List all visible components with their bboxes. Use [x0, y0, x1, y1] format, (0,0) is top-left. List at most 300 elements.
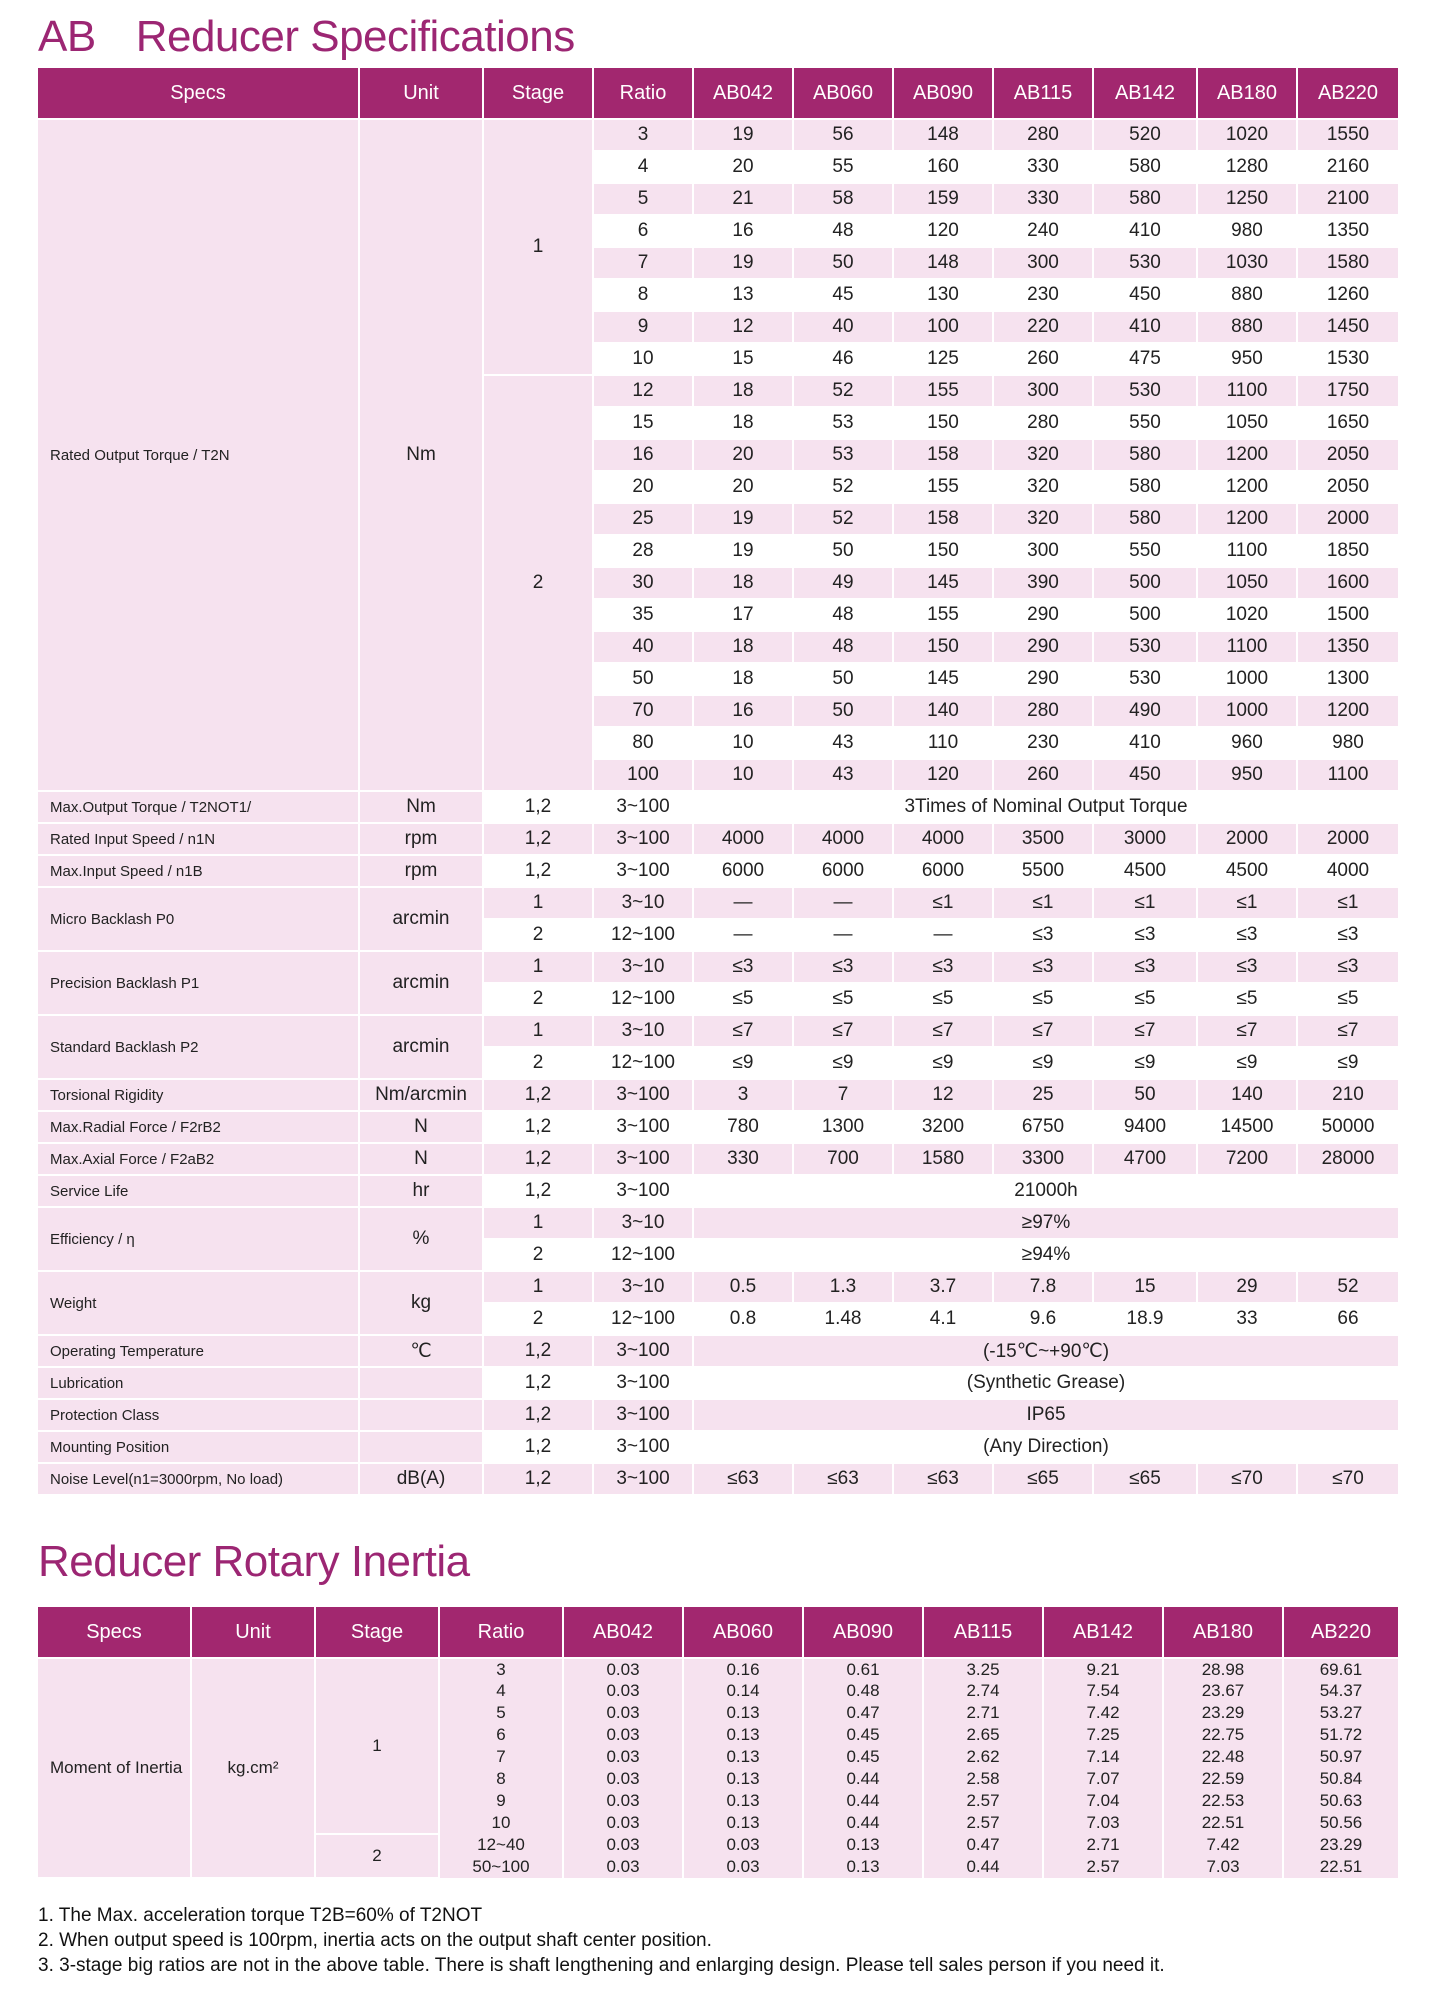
value-cell: ≤5: [893, 983, 993, 1015]
value-cell: 550: [1093, 535, 1197, 567]
ratio-cell: 12~40: [439, 1834, 563, 1856]
value-cell: 28000: [1297, 1143, 1399, 1175]
value-cell: 0.45: [803, 1746, 923, 1768]
value-cell: 14500: [1197, 1111, 1297, 1143]
value-cell: ≤5: [1093, 983, 1197, 1015]
spec-header-row: [37, 67, 1399, 119]
value-cell: 2050: [1297, 439, 1399, 471]
value-cell: 980: [1197, 215, 1297, 247]
ratio-cell: 3~100: [593, 1431, 693, 1463]
stage-cell: 1,2: [483, 1367, 593, 1399]
header-cell: AB042: [563, 1606, 683, 1658]
value-cell: 46: [793, 343, 893, 375]
value-cell: 56: [793, 119, 893, 151]
stage-cell: 1,2: [483, 823, 593, 855]
stage-cell: 2: [483, 983, 593, 1015]
value-cell: 0.03: [563, 1746, 683, 1768]
value-cell: 2.71: [923, 1702, 1043, 1724]
header-cell: Specs: [37, 1606, 191, 1658]
value-cell: 22.51: [1163, 1812, 1283, 1834]
stage-cell: 1: [315, 1658, 439, 1834]
value-cell: 2.62: [923, 1746, 1043, 1768]
value-cell: 280: [993, 695, 1093, 727]
value-cell: 0.13: [803, 1834, 923, 1856]
table-row: [37, 1658, 1399, 1680]
ratio-cell: 8: [439, 1768, 563, 1790]
value-cell: 15: [693, 343, 793, 375]
ratio-cell: 70: [593, 695, 693, 727]
value-cell: 0.44: [923, 1856, 1043, 1878]
value-cell: 53.27: [1283, 1702, 1399, 1724]
value-cell: 18.9: [1093, 1303, 1197, 1335]
value-cell: ≤7: [793, 1015, 893, 1047]
value-cell: 66: [1297, 1303, 1399, 1335]
stage-cell: 1,2: [483, 1111, 593, 1143]
unit-cell: rpm: [359, 823, 483, 855]
value-cell: 580: [1093, 503, 1197, 535]
value-cell: 1200: [1197, 439, 1297, 471]
table-row: [37, 1271, 1399, 1303]
stage-cell: 1,2: [483, 791, 593, 823]
value-cell: ≤70: [1297, 1463, 1399, 1495]
value-cell: 3.25: [923, 1658, 1043, 1680]
value-cell: ≤1: [993, 887, 1093, 919]
table-row: [37, 1175, 1399, 1207]
value-cell: 19: [693, 247, 793, 279]
value-cell: 2.71: [1043, 1834, 1163, 1856]
value-cell: 1050: [1197, 407, 1297, 439]
value-cell: 0.03: [563, 1724, 683, 1746]
value-cell: ≤7: [1297, 1015, 1399, 1047]
section-title-inertia: Reducer Rotary Inertia: [38, 1537, 470, 1586]
table-row: [37, 951, 1399, 983]
ratio-cell: 12: [593, 375, 693, 407]
value-cell: 5500: [993, 855, 1093, 887]
ratio-cell: 3~10: [593, 1207, 693, 1239]
unit-cell: arcmin: [359, 887, 483, 951]
value-cell: 52: [793, 503, 893, 535]
value-cell: 0.45: [803, 1724, 923, 1746]
value-cell: 7.03: [1163, 1856, 1283, 1878]
value-cell: 19: [693, 119, 793, 151]
value-cell: 4000: [693, 823, 793, 855]
value-cell: 1300: [1297, 663, 1399, 695]
value-cell: 48: [793, 215, 893, 247]
value-cell: 158: [893, 503, 993, 535]
value-cell: 780: [693, 1111, 793, 1143]
value-cell: 1580: [1297, 247, 1399, 279]
header-cell: AB090: [893, 67, 993, 119]
header-cell: AB115: [923, 1606, 1043, 1658]
value-cell: 6750: [993, 1111, 1093, 1143]
value-cell: 51.72: [1283, 1724, 1399, 1746]
value-cell: 0.13: [683, 1790, 803, 1812]
value-cell: 7: [793, 1079, 893, 1111]
value-cell: 450: [1093, 759, 1197, 791]
value-cell: ≤63: [793, 1463, 893, 1495]
value-cell: 880: [1197, 311, 1297, 343]
value-cell: 20: [693, 151, 793, 183]
value-cell: 140: [1197, 1079, 1297, 1111]
header-cell: Unit: [191, 1606, 315, 1658]
ratio-cell: 25: [593, 503, 693, 535]
value-cell: —: [693, 919, 793, 951]
table-row: [37, 119, 1399, 151]
header-cell: AB090: [803, 1606, 923, 1658]
value-cell: 0.44: [803, 1790, 923, 1812]
value-cell: 1280: [1197, 151, 1297, 183]
header-cell: AB142: [1093, 67, 1197, 119]
value-cell: 580: [1093, 183, 1197, 215]
title-main: Reducer Specifications: [135, 12, 575, 61]
value-cell: 52: [793, 471, 893, 503]
ratio-cell: 3: [439, 1658, 563, 1680]
stage-cell: 1,2: [483, 855, 593, 887]
value-cell: 50: [793, 695, 893, 727]
value-cell: 2.57: [923, 1812, 1043, 1834]
unit-cell: ℃: [359, 1335, 483, 1367]
value-cell: 28.98: [1163, 1658, 1283, 1680]
ratio-cell: 3~100: [593, 1463, 693, 1495]
value-cell: 300: [993, 247, 1093, 279]
value-cell: 21000h: [693, 1175, 1399, 1207]
spec-label: Mounting Position: [37, 1431, 359, 1463]
value-cell: 7.25: [1043, 1724, 1163, 1746]
value-cell: 260: [993, 343, 1093, 375]
value-cell: 580: [1093, 151, 1197, 183]
value-cell: 48: [793, 599, 893, 631]
value-cell: 6000: [893, 855, 993, 887]
value-cell: 1500: [1297, 599, 1399, 631]
ratio-cell: 50~100: [439, 1856, 563, 1878]
value-cell: 155: [893, 599, 993, 631]
value-cell: 0.03: [563, 1834, 683, 1856]
value-cell: 530: [1093, 247, 1197, 279]
value-cell: 2100: [1297, 183, 1399, 215]
value-cell: 3: [693, 1079, 793, 1111]
ratio-cell: 3~100: [593, 1399, 693, 1431]
header-cell: AB142: [1043, 1606, 1163, 1658]
value-cell: 2000: [1297, 823, 1399, 855]
value-cell: 155: [893, 471, 993, 503]
spec-label: Max.Radial Force / F2rB2: [37, 1111, 359, 1143]
stage-cell: 1,2: [483, 1463, 593, 1495]
value-cell: 4000: [1297, 855, 1399, 887]
value-cell: 2.65: [923, 1724, 1043, 1746]
unit-cell: %: [359, 1207, 483, 1271]
value-cell: ≤7: [693, 1015, 793, 1047]
value-cell: 300: [993, 375, 1093, 407]
value-cell: 0.03: [563, 1856, 683, 1878]
value-cell: ≤7: [1197, 1015, 1297, 1047]
value-cell: 980: [1297, 727, 1399, 759]
value-cell: ≤3: [893, 951, 993, 983]
value-cell: 1000: [1197, 663, 1297, 695]
table-row: [37, 1143, 1399, 1175]
value-cell: ≤3: [693, 951, 793, 983]
header-cell: AB115: [993, 67, 1093, 119]
value-cell: 240: [993, 215, 1093, 247]
value-cell: 1020: [1197, 599, 1297, 631]
value-cell: 22.59: [1163, 1768, 1283, 1790]
value-cell: ≤9: [1197, 1047, 1297, 1079]
value-cell: 530: [1093, 663, 1197, 695]
value-cell: 260: [993, 759, 1093, 791]
value-cell: ≤1: [1093, 887, 1197, 919]
value-cell: 0.8: [693, 1303, 793, 1335]
spec-label: Precision Backlash P1: [37, 951, 359, 1015]
value-cell: 145: [893, 567, 993, 599]
value-cell: 6000: [693, 855, 793, 887]
value-cell: 50000: [1297, 1111, 1399, 1143]
value-cell: 7.03: [1043, 1812, 1163, 1834]
unit-cell: N: [359, 1143, 483, 1175]
stage-cell: 1,2: [483, 1175, 593, 1207]
value-cell: 280: [993, 407, 1093, 439]
value-cell: 150: [893, 407, 993, 439]
value-cell: 10: [693, 759, 793, 791]
spec-label: Standard Backlash P2: [37, 1015, 359, 1079]
value-cell: 120: [893, 759, 993, 791]
value-cell: 150: [893, 631, 993, 663]
unit-cell: [359, 1399, 483, 1431]
stage-cell: 1,2: [483, 1143, 593, 1175]
value-cell: 100: [893, 311, 993, 343]
ratio-cell: 3~10: [593, 887, 693, 919]
unit-cell: arcmin: [359, 1015, 483, 1079]
ratio-cell: 9: [593, 311, 693, 343]
value-cell: 33: [1197, 1303, 1297, 1335]
value-cell: ≤5: [1197, 983, 1297, 1015]
value-cell: 0.5: [693, 1271, 793, 1303]
value-cell: 40: [793, 311, 893, 343]
value-cell: 1350: [1297, 631, 1399, 663]
value-cell: 2000: [1197, 823, 1297, 855]
value-cell: ≤1: [893, 887, 993, 919]
value-cell: 1530: [1297, 343, 1399, 375]
ratio-cell: 3~100: [593, 1175, 693, 1207]
value-cell: 19: [693, 503, 793, 535]
value-cell: 410: [1093, 311, 1197, 343]
unit-cell: Nm: [359, 791, 483, 823]
value-cell: 0.03: [563, 1768, 683, 1790]
value-cell: 4000: [893, 823, 993, 855]
value-cell: 320: [993, 471, 1093, 503]
table-row: [37, 1079, 1399, 1111]
ratio-cell: 7: [439, 1746, 563, 1768]
value-cell: 960: [1197, 727, 1297, 759]
value-cell: 22.48: [1163, 1746, 1283, 1768]
ratio-cell: 3~100: [593, 823, 693, 855]
value-cell: 12: [893, 1079, 993, 1111]
value-cell: ≥97%: [693, 1207, 1399, 1239]
value-cell: 220: [993, 311, 1093, 343]
ratio-cell: 3: [593, 119, 693, 151]
value-cell: 4000: [793, 823, 893, 855]
value-cell: 880: [1197, 279, 1297, 311]
value-cell: 2.58: [923, 1768, 1043, 1790]
ratio-cell: 3~10: [593, 1271, 693, 1303]
value-cell: 950: [1197, 759, 1297, 791]
ratio-cell: 12~100: [593, 983, 693, 1015]
stage-cell: 1,2: [483, 1431, 593, 1463]
value-cell: 3.7: [893, 1271, 993, 1303]
value-cell: 0.16: [683, 1658, 803, 1680]
value-cell: 230: [993, 727, 1093, 759]
value-cell: 320: [993, 439, 1093, 471]
value-cell: 0.03: [563, 1702, 683, 1724]
value-cell: 160: [893, 151, 993, 183]
value-cell: ≤63: [693, 1463, 793, 1495]
value-cell: 19: [693, 535, 793, 567]
table-row: [37, 855, 1399, 887]
value-cell: 7.8: [993, 1271, 1093, 1303]
value-cell: 53: [793, 407, 893, 439]
value-cell: 52: [1297, 1271, 1399, 1303]
value-cell: 0.13: [683, 1768, 803, 1790]
value-cell: ≤1: [1297, 887, 1399, 919]
value-cell: 300: [993, 535, 1093, 567]
value-cell: 6000: [793, 855, 893, 887]
value-cell: 290: [993, 631, 1093, 663]
value-cell: ≤3: [793, 951, 893, 983]
unit-cell: kg.cm²: [191, 1658, 315, 1878]
value-cell: 1020: [1197, 119, 1297, 151]
value-cell: ≤65: [993, 1463, 1093, 1495]
value-cell: (Synthetic Grease): [693, 1367, 1399, 1399]
value-cell: 0.48: [803, 1680, 923, 1702]
value-cell: 50.84: [1283, 1768, 1399, 1790]
value-cell: 22.51: [1283, 1856, 1399, 1878]
ratio-cell: 10: [593, 343, 693, 375]
header-cell: Stage: [315, 1606, 439, 1658]
value-cell: 1000: [1197, 695, 1297, 727]
value-cell: 18: [693, 663, 793, 695]
value-cell: 140: [893, 695, 993, 727]
ratio-cell: 6: [439, 1724, 563, 1746]
value-cell: ≤3: [1297, 951, 1399, 983]
value-cell: 3200: [893, 1111, 993, 1143]
spec-label: Max.Input Speed / n1B: [37, 855, 359, 887]
value-cell: 43: [793, 727, 893, 759]
value-cell: 0.03: [683, 1834, 803, 1856]
ratio-cell: 20: [593, 471, 693, 503]
value-cell: 410: [1093, 727, 1197, 759]
value-cell: 120: [893, 215, 993, 247]
table-row: [37, 1367, 1399, 1399]
value-cell: 18: [693, 567, 793, 599]
ratio-cell: 3~10: [593, 951, 693, 983]
value-cell: 1580: [893, 1143, 993, 1175]
value-cell: 25: [993, 1079, 1093, 1111]
value-cell: 520: [1093, 119, 1197, 151]
value-cell: 1200: [1297, 695, 1399, 727]
value-cell: 0.13: [683, 1702, 803, 1724]
value-cell: 475: [1093, 343, 1197, 375]
spec-label: Torsional Rigidity: [37, 1079, 359, 1111]
value-cell: 9.21: [1043, 1658, 1163, 1680]
value-cell: ≤3: [1197, 919, 1297, 951]
value-cell: 4500: [1093, 855, 1197, 887]
value-cell: 7.07: [1043, 1768, 1163, 1790]
value-cell: IP65: [693, 1399, 1399, 1431]
value-cell: ≤9: [793, 1047, 893, 1079]
value-cell: 7.14: [1043, 1746, 1163, 1768]
value-cell: 2.74: [923, 1680, 1043, 1702]
ratio-cell: 3~100: [593, 1367, 693, 1399]
value-cell: 48: [793, 631, 893, 663]
value-cell: 50: [1093, 1079, 1197, 1111]
value-cell: 43: [793, 759, 893, 791]
value-cell: ≤7: [993, 1015, 1093, 1047]
value-cell: 290: [993, 663, 1093, 695]
value-cell: 1050: [1197, 567, 1297, 599]
ratio-cell: 3~100: [593, 1143, 693, 1175]
value-cell: 110: [893, 727, 993, 759]
value-cell: 2160: [1297, 151, 1399, 183]
value-cell: 17: [693, 599, 793, 631]
unit-cell: N: [359, 1111, 483, 1143]
value-cell: 210: [1297, 1079, 1399, 1111]
stage-cell: 2: [483, 1303, 593, 1335]
page-title: [38, 12, 575, 62]
value-cell: 290: [993, 599, 1093, 631]
unit-cell: rpm: [359, 855, 483, 887]
ratio-cell: 7: [593, 247, 693, 279]
header-cell: AB180: [1163, 1606, 1283, 1658]
value-cell: 230: [993, 279, 1093, 311]
value-cell: 0.03: [563, 1790, 683, 1812]
value-cell: ≤9: [993, 1047, 1093, 1079]
value-cell: 0.61: [803, 1658, 923, 1680]
stage-cell: 1,2: [483, 1399, 593, 1431]
value-cell: 2.57: [923, 1790, 1043, 1812]
value-cell: 0.44: [803, 1768, 923, 1790]
value-cell: 4.1: [893, 1303, 993, 1335]
value-cell: 580: [1093, 471, 1197, 503]
ratio-cell: 12~100: [593, 919, 693, 951]
value-cell: 145: [893, 663, 993, 695]
title-prefix: AB: [38, 12, 96, 61]
value-cell: 20: [693, 439, 793, 471]
ratio-cell: 80: [593, 727, 693, 759]
value-cell: 18: [693, 375, 793, 407]
spec-label: Lubrication: [37, 1367, 359, 1399]
value-cell: 58: [793, 183, 893, 215]
value-cell: 52: [793, 375, 893, 407]
value-cell: ≤63: [893, 1463, 993, 1495]
value-cell: 280: [993, 119, 1093, 151]
table-row: [37, 1399, 1399, 1431]
value-cell: 1200: [1197, 471, 1297, 503]
value-cell: 7.42: [1043, 1702, 1163, 1724]
table-row: [37, 1431, 1399, 1463]
value-cell: —: [893, 919, 993, 951]
spec-label: Efficiency / η: [37, 1207, 359, 1271]
value-cell: 7.54: [1043, 1680, 1163, 1702]
value-cell: 330: [993, 183, 1093, 215]
value-cell: ≤9: [893, 1047, 993, 1079]
value-cell: 0.13: [683, 1746, 803, 1768]
value-cell: 12: [693, 311, 793, 343]
table-row: [37, 1335, 1399, 1367]
value-cell: 22.53: [1163, 1790, 1283, 1812]
value-cell: 500: [1093, 599, 1197, 631]
table-row: [37, 823, 1399, 855]
ratio-cell: 4: [439, 1680, 563, 1702]
value-cell: 50: [793, 535, 893, 567]
value-cell: 1650: [1297, 407, 1399, 439]
